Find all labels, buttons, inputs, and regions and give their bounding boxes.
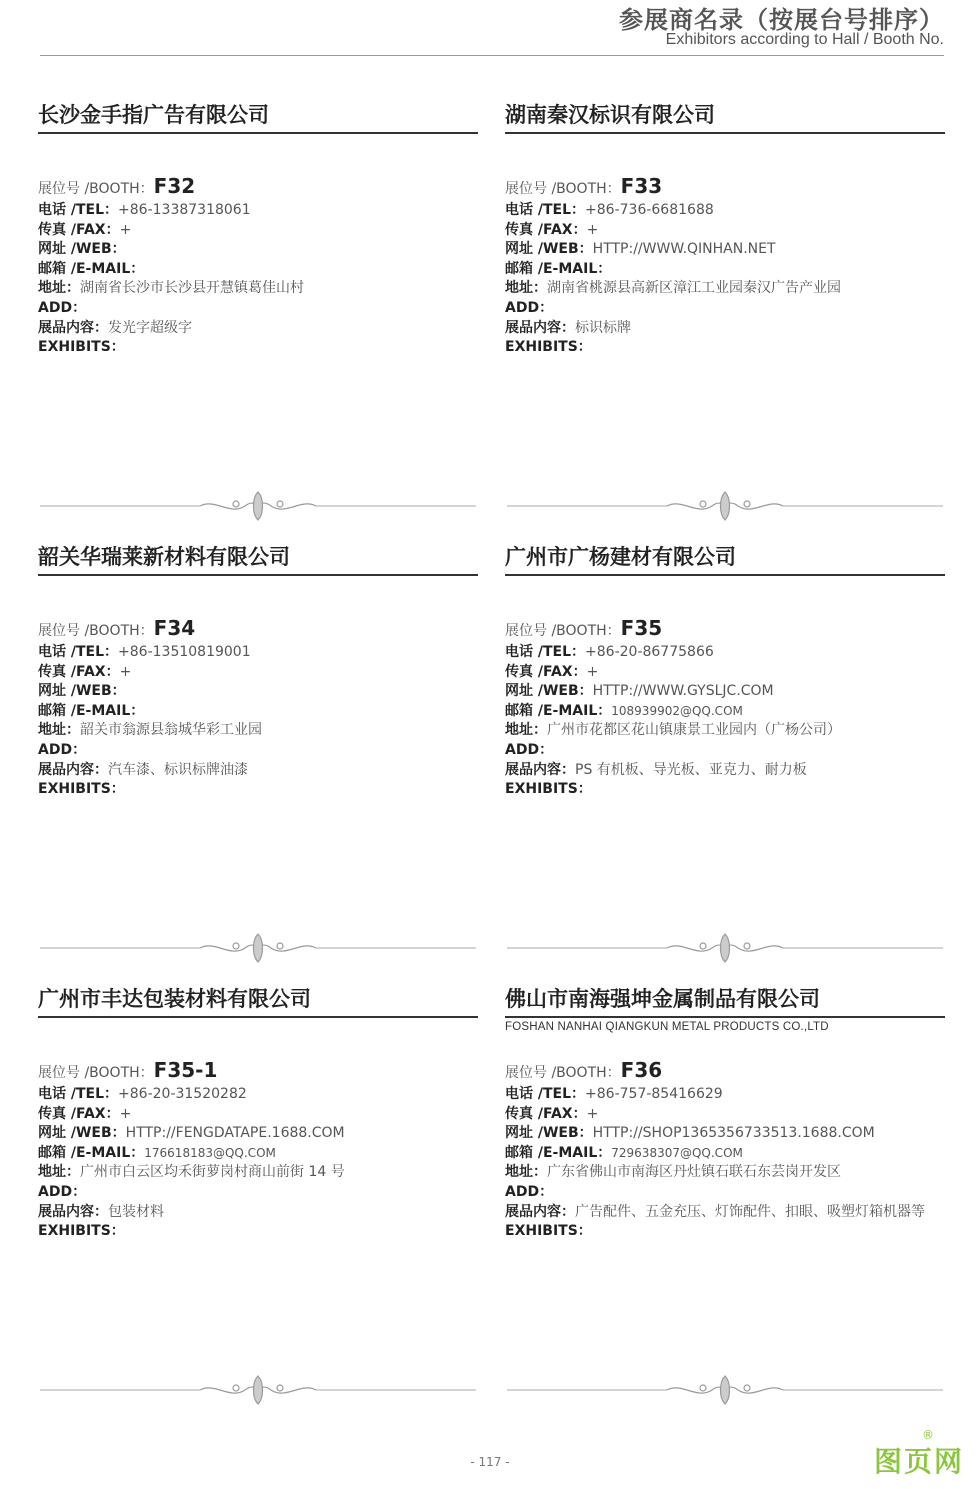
exhibitor-details	[505, 174, 945, 358]
fax-row: 传真 /FAX：+	[38, 1105, 132, 1122]
exhibits-value: 广告配件、五金充压、灯饰配件、扣眼、吸塑灯箱机器等	[575, 1203, 925, 1220]
fax-row: 传真 /FAX：+	[38, 221, 132, 238]
ornament-divider	[507, 930, 943, 966]
tel-value: +86-13510819001	[118, 644, 251, 660]
tel-value: +86-736-6681688	[585, 202, 714, 218]
fax-value: +	[586, 221, 599, 238]
exhibits-value: 标识标牌	[575, 319, 631, 336]
exhibits-row: 展品内容：发光字超级字	[38, 319, 192, 336]
tel-row: 电话 /TEL：+86-13510819001	[38, 644, 251, 660]
page-subtitle: Exhibitors according to Hall / Booth No.	[665, 31, 944, 48]
booth-row: 展位号 /BOOTH：F32	[38, 174, 196, 198]
registered-mark: ®	[922, 1428, 934, 1442]
fax-row: 传真 /FAX：+	[505, 1105, 599, 1122]
page-title: 参展商名录（按展台号排序）	[619, 6, 944, 34]
flourish-icon	[40, 1376, 476, 1404]
exhibitor-name: 韶关华瑞莱新材料有限公司	[38, 540, 478, 576]
address-value: 湖南省桃源县高新区漳江工业园秦汉广告产业园	[547, 280, 841, 297]
web-row: 网址 /WEB：HTTP://FENGDATAPE.1688.COM	[38, 1125, 345, 1142]
fax-value: +	[586, 663, 599, 680]
address-value: 广州市花都区花山镇康景工业园内（广杨公司）	[547, 722, 841, 739]
fax-value: +	[119, 1105, 132, 1122]
tel-value: +86-20-86775866	[585, 644, 714, 660]
exhibits-en-row: EXHIBITS：	[505, 781, 592, 798]
email-row: 邮箱 /E-MAIL：	[38, 260, 145, 277]
tel-value: +86-757-85416629	[585, 1086, 723, 1102]
watermark-logo: 图页网	[873, 1445, 964, 1478]
ornament-divider	[507, 1372, 943, 1408]
web-row: 网址 /WEB：	[38, 683, 126, 700]
booth-number: F33	[620, 174, 663, 198]
exhibits-value: 汽车漆、标识标牌油漆	[108, 761, 248, 778]
tel-row: 电话 /TEL：+86-757-85416629	[505, 1086, 723, 1102]
address-en-row: ADD：	[38, 299, 87, 316]
address-row: 地址：广州市白云区均禾街萝岗村商山前街 14 号	[38, 1164, 345, 1181]
exhibitor-card	[38, 540, 478, 798]
email-row: 邮箱 /E-MAIL：729638307@QQ.COM	[505, 1144, 743, 1161]
booth-number: F36	[620, 1058, 663, 1082]
address-row: 地址：韶关市翁源县翁城华彩工业园	[38, 722, 262, 739]
address-en-row: ADD：	[38, 1183, 87, 1200]
booth-number: F32	[153, 174, 196, 198]
address-row: 地址：湖南省桃源县高新区漳江工业园秦汉广告产业园	[505, 280, 841, 297]
exhibitor-details	[38, 1058, 478, 1242]
address-row: 地址：广东省佛山市南海区丹灶镇石联石东芸岗开发区	[505, 1164, 841, 1181]
address-value: 韶关市翁源县翁城华彩工业园	[80, 722, 262, 739]
exhibits-en-row: EXHIBITS：	[38, 1223, 125, 1240]
exhibitor-card	[505, 540, 945, 798]
fax-row: 传真 /FAX：+	[38, 663, 132, 680]
booth-number: F35-1	[153, 1058, 218, 1082]
flourish-icon	[507, 1376, 943, 1404]
web-row: 网址 /WEB：HTTP://WWW.QINHAN.NET	[505, 241, 776, 258]
exhibitor-details	[505, 1058, 945, 1242]
exhibitor-name: 佛山市南海强坤金属制品有限公司	[505, 982, 945, 1018]
exhibits-row: 展品内容：包装材料	[38, 1203, 164, 1220]
address-en-row: ADD：	[505, 741, 554, 758]
exhibits-en-row: EXHIBITS：	[38, 781, 125, 798]
exhibitor-card	[505, 98, 945, 356]
ornament-divider	[40, 1372, 476, 1408]
web-row: 网址 /WEB：	[38, 241, 126, 258]
exhibitor-name: 湖南秦汉标识有限公司	[505, 98, 945, 134]
web-row: 网址 /WEB：HTTP://WWW.GYSLJC.COM	[505, 683, 774, 700]
fax-row: 传真 /FAX：+	[505, 663, 599, 680]
exhibits-en-row: EXHIBITS：	[505, 339, 592, 356]
fax-row: 传真 /FAX：+	[505, 221, 599, 238]
exhibits-value: PS 有机板、导光板、亚克力、耐力板	[575, 761, 807, 778]
ornament-divider	[507, 488, 943, 524]
email-row: 邮箱 /E-MAIL：176618183@QQ.COM	[38, 1144, 276, 1161]
exhibits-value: 发光字超级字	[108, 319, 192, 336]
flourish-icon	[507, 492, 943, 520]
email-row: 邮箱 /E-MAIL：108939902@QQ.COM	[505, 702, 743, 719]
exhibitor-card	[38, 982, 478, 1240]
exhibitor-details	[38, 616, 478, 800]
tel-row: 电话 /TEL：+86-13387318061	[38, 202, 251, 218]
booth-number: F34	[153, 616, 196, 640]
address-row: 地址：湖南省长沙市长沙县开慧镇葛佳山村	[38, 280, 304, 297]
address-value: 湖南省长沙市长沙县开慧镇葛佳山村	[80, 280, 304, 297]
email-value: 176618183@QQ.COM	[144, 1145, 276, 1160]
web-row: 网址 /WEB：HTTP://SHOP1365356733513.1688.COM	[505, 1125, 875, 1142]
fax-value: +	[119, 663, 132, 680]
booth-number: F35	[620, 616, 663, 640]
email-row: 邮箱 /E-MAIL：	[38, 702, 145, 719]
web-value: HTTP://FENGDATAPE.1688.COM	[125, 1125, 345, 1142]
exhibits-en-row: EXHIBITS：	[38, 339, 125, 356]
booth-row: 展位号 /BOOTH：F36	[505, 1058, 663, 1082]
exhibitor-card	[38, 98, 478, 356]
tel-row: 电话 /TEL：+86-20-86775866	[505, 644, 714, 660]
exhibits-row: 展品内容：PS 有机板、导光板、亚克力、耐力板	[505, 761, 807, 778]
address-value: 广东省佛山市南海区丹灶镇石联石东芸岗开发区	[547, 1164, 841, 1181]
ornament-divider	[40, 488, 476, 524]
web-value: HTTP://WWW.QINHAN.NET	[592, 241, 776, 258]
fax-value: +	[586, 1105, 599, 1122]
exhibitor-details	[505, 616, 945, 800]
ornament-divider	[40, 930, 476, 966]
flourish-icon	[507, 934, 943, 962]
web-value: HTTP://WWW.GYSLJC.COM	[592, 683, 774, 700]
header-rule	[40, 55, 944, 56]
exhibitor-name-en: FOSHAN NANHAI QIANGKUN METAL PRODUCTS CO.,LTD	[505, 1021, 829, 1033]
exhibits-row: 展品内容：汽车漆、标识标牌油漆	[38, 761, 248, 778]
exhibits-value: 包装材料	[108, 1203, 164, 1220]
flourish-icon	[40, 492, 476, 520]
page-number: - 117 -	[470, 1455, 510, 1469]
booth-row: 展位号 /BOOTH：F35	[505, 616, 663, 640]
exhibitor-name: 广州市广杨建材有限公司	[505, 540, 945, 576]
exhibits-row: 展品内容：标识标牌	[505, 319, 631, 336]
exhibitor-name: 广州市丰达包装材料有限公司	[38, 982, 478, 1018]
exhibits-row: 展品内容：广告配件、五金充压、灯饰配件、扣眼、吸塑灯箱机器等	[505, 1203, 925, 1220]
email-value: 729638307@QQ.COM	[611, 1145, 743, 1160]
tel-row: 电话 /TEL：+86-736-6681688	[505, 202, 714, 218]
booth-row: 展位号 /BOOTH：F35-1	[38, 1058, 218, 1082]
exhibits-en-row: EXHIBITS：	[505, 1223, 592, 1240]
address-en-row: ADD：	[38, 741, 87, 758]
booth-row: 展位号 /BOOTH：F33	[505, 174, 663, 198]
exhibitor-name: 长沙金手指广告有限公司	[38, 98, 478, 134]
address-row: 地址：广州市花都区花山镇康景工业园内（广杨公司）	[505, 722, 841, 739]
exhibitor-details	[38, 174, 478, 358]
email-value: 108939902@QQ.COM	[611, 703, 743, 718]
tel-row: 电话 /TEL：+86-20-31520282	[38, 1086, 247, 1102]
tel-value: +86-13387318061	[118, 202, 251, 218]
email-row: 邮箱 /E-MAIL：	[505, 260, 612, 277]
flourish-icon	[40, 934, 476, 962]
address-en-row: ADD：	[505, 299, 554, 316]
exhibitor-card	[505, 982, 945, 1240]
address-value: 广州市白云区均禾街萝岗村商山前街 14 号	[80, 1164, 345, 1181]
web-value: HTTP://SHOP1365356733513.1688.COM	[592, 1125, 875, 1142]
address-en-row: ADD：	[505, 1183, 554, 1200]
fax-value: +	[119, 221, 132, 238]
tel-value: +86-20-31520282	[118, 1086, 247, 1102]
booth-row: 展位号 /BOOTH：F34	[38, 616, 196, 640]
